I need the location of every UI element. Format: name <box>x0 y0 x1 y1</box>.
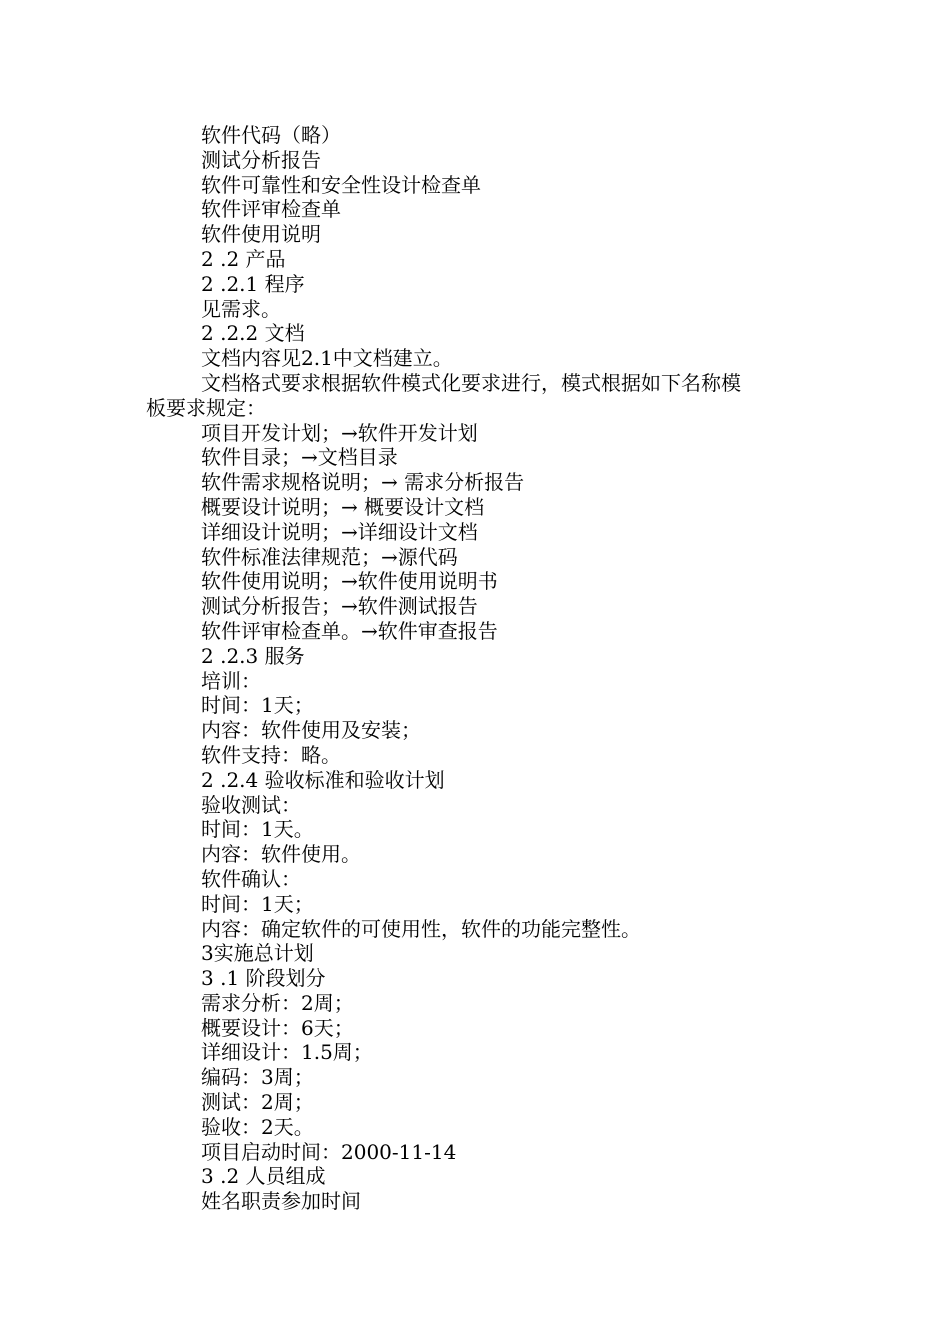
text-line: 内容：软件使用及安装； <box>201 718 421 743</box>
section-heading: 3实施总计划 <box>201 941 314 966</box>
section-heading: 2 .2 产品 <box>201 246 286 271</box>
text-line: 姓名职责参加时间 <box>201 1189 361 1214</box>
text-line: 软件使用说明 <box>201 222 321 247</box>
text-line: 培训： <box>201 668 261 693</box>
text-line: 时间：1天； <box>201 693 314 718</box>
text-line: 时间：1天； <box>201 891 314 916</box>
mapping-item: 软件需求规格说明；→ 需求分析报告 <box>201 470 525 495</box>
mapping-item: 项目开发计划；→软件开发计划 <box>201 420 478 445</box>
mapping-item: 软件评审检查单。→软件审查报告 <box>201 618 498 643</box>
text-line: 软件评审检查单 <box>201 197 341 222</box>
text-line: 软件可靠性和安全性设计检查单 <box>201 172 481 197</box>
text-line: 需求分析：2周； <box>201 990 354 1015</box>
section-heading: 2 .2.1 程序 <box>201 271 305 296</box>
section-heading: 2 .2.2 文档 <box>201 321 305 346</box>
text-line: 详细设计：1.5周； <box>201 1040 373 1065</box>
text-line: 软件确认： <box>201 866 301 891</box>
text-line: 软件支持：略。 <box>201 742 341 767</box>
section-heading: 2 .2.3 服务 <box>201 643 305 668</box>
text-line: 测试：2周； <box>201 1090 314 1115</box>
mapping-item: 概要设计说明；→ 概要设计文档 <box>201 494 485 519</box>
text-line: 软件代码（略） <box>201 123 341 147</box>
text-line: 验收测试： <box>201 792 301 817</box>
text-line: 测试分析报告 <box>201 147 321 172</box>
mapping-item: 软件使用说明；→软件使用说明书 <box>201 569 498 594</box>
text-line: 验收：2天。 <box>201 1114 314 1139</box>
paragraph-line: 文档格式要求根据软件模式化要求进行，模式根据如下名称模 <box>201 370 741 395</box>
text-line: 内容：确定软件的可使用性，软件的功能完整性。 <box>201 916 641 941</box>
section-heading: 3 .2 人员组成 <box>201 1164 326 1189</box>
text-line: 见需求。 <box>201 296 281 321</box>
mapping-item: 软件目录；→文档目录 <box>201 445 398 470</box>
text-line: 项目启动时间：2000-11-14 <box>201 1139 457 1164</box>
text-line: 编码：3周； <box>201 1065 314 1090</box>
text-line: 文档内容见2.1中文档建立。 <box>201 346 453 371</box>
section-heading: 3 .1 阶段划分 <box>201 966 326 991</box>
mapping-item: 软件标准法律规范；→源代码 <box>201 544 458 569</box>
mapping-item: 测试分析报告；→软件测试报告 <box>201 594 478 619</box>
section-heading: 2 .2.4 验收标准和验收计划 <box>201 767 445 792</box>
text-line: 时间：1天。 <box>201 817 314 842</box>
mapping-item: 详细设计说明；→详细设计文档 <box>201 519 478 544</box>
paragraph-continuation: 板要求规定： <box>146 395 266 420</box>
document-body <box>146 123 826 1214</box>
text-line: 概要设计：6天； <box>201 1015 354 1040</box>
text-line: 内容：软件使用。 <box>201 842 361 867</box>
